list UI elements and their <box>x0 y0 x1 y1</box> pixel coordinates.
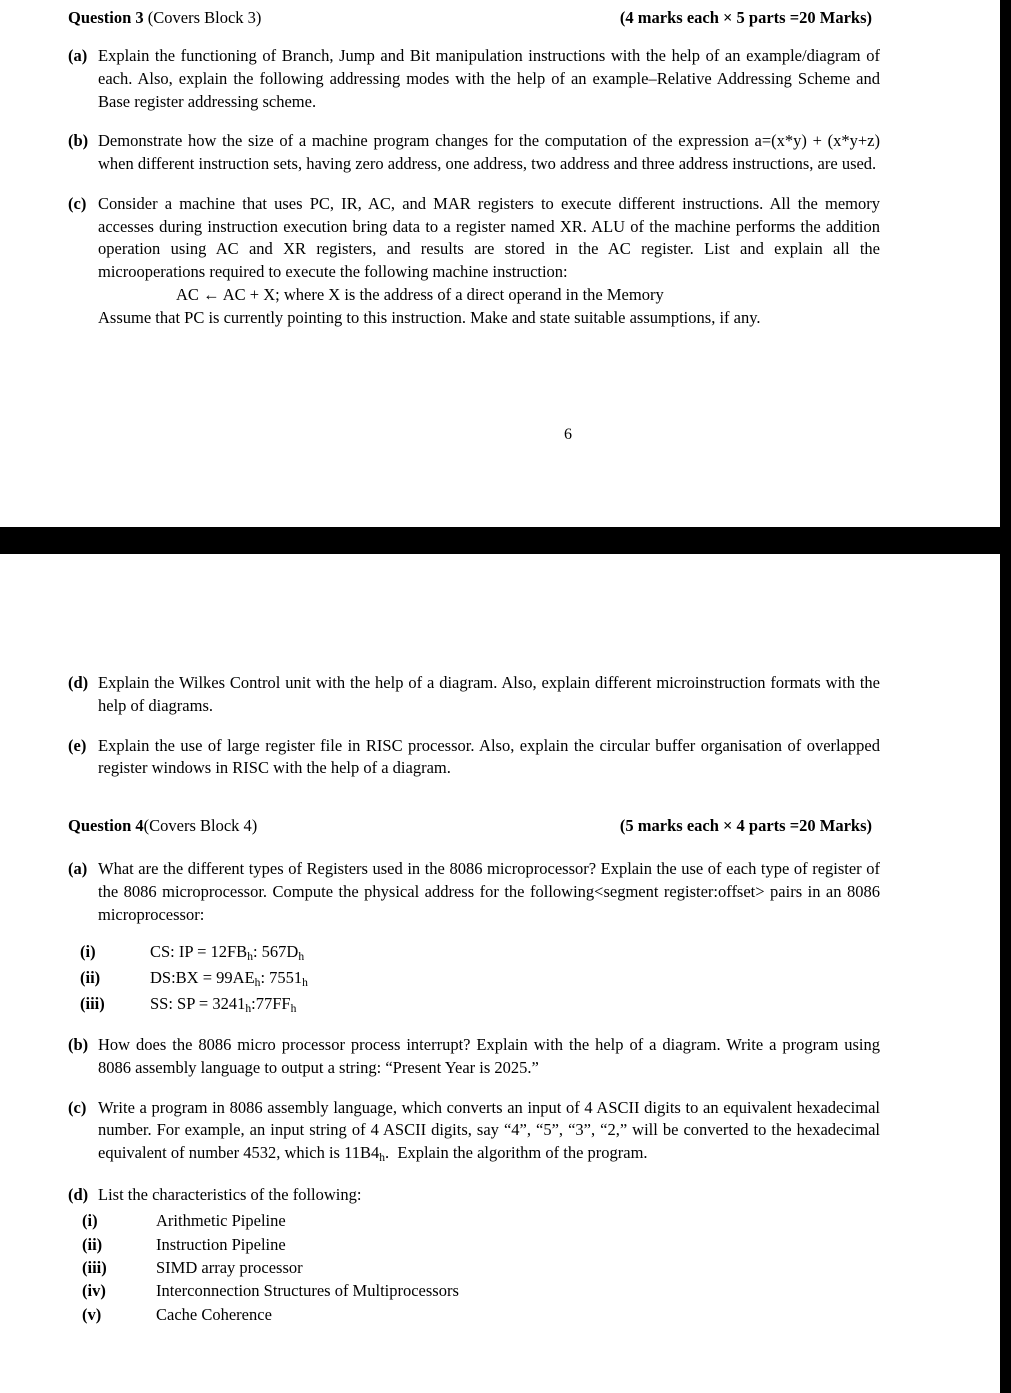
part-label: (c) <box>68 193 87 213</box>
question4-part-c <box>68 1097 880 1168</box>
question3-part-a <box>68 45 880 113</box>
part-label: (c) <box>68 1097 87 1117</box>
question3-title-normal: (Covers Block 3) <box>143 8 262 27</box>
question4-part-b <box>68 1034 880 1080</box>
part-label: (a) <box>68 46 88 65</box>
part-text: List the characteristics of the following: <box>98 1185 362 1205</box>
question3-marks: (4 marks each × 5 parts =20 Marks) <box>619 8 872 27</box>
list-item <box>68 966 880 992</box>
part-text: Explain the Wilkes Control unit with the help of a diagram. Also, explain different microinstruction formats with the help of diagrams. <box>98 673 880 715</box>
list-item-number: (iii) <box>80 993 105 1013</box>
part-label: (b) <box>68 131 89 151</box>
question3-title <box>68 8 261 28</box>
part-label: (d) <box>68 1185 89 1205</box>
list-item <box>68 1279 880 1302</box>
question4-part-d <box>68 1184 880 1207</box>
list-item-number: (iv) <box>82 1281 106 1301</box>
part-label: (d) <box>68 673 89 692</box>
list-item-text: CS: IP = $12FB_h$: $567D_h$ <box>150 942 305 964</box>
question3-part-c <box>68 193 880 330</box>
list-item-text: Interconnection Structures of Multiprocessors <box>156 1281 459 1301</box>
list-item <box>68 992 880 1018</box>
part-c-formula-line: AC ← AC + X; where X is the address of a direct operand in the Memory <box>176 284 664 304</box>
part-text: Explain the use of large register file in RISC processor. Also, explain the circular buffer organisation of overlapped register windows in RISC with the help of a diagram. <box>98 735 880 778</box>
question3-part-e <box>68 735 880 781</box>
question4-marks: (5 marks each × 4 parts =20 Marks) <box>619 816 872 836</box>
characteristics-list <box>68 1209 880 1326</box>
question3-title-bold: Question 3 <box>68 8 144 27</box>
list-item-number: (iii) <box>82 1258 107 1277</box>
question4-header <box>68 816 880 836</box>
question3-part-d <box>68 672 880 718</box>
list-item-text: DS:BX = $99AE_h$: $7551_h$ <box>150 967 308 990</box>
question4-title-bold: Question 4 <box>68 816 144 836</box>
question4-block <box>68 672 880 1326</box>
question4-title <box>68 816 257 836</box>
list-item-number: (ii) <box>82 1234 103 1254</box>
part-text: Write a program in 8086 assembly language, which converts an input of 4 ASCII digits to an equivalent hexadecimal number. For example, an input string of 4 ASCII digits, say “4”, “5”, “3”, “2,” will be converted to the hexadecimal equivalent of number 4532, which is $11B4_h$. Explain the algorithm of the program. <box>98 1097 880 1165</box>
question4-part-a <box>68 858 880 926</box>
page-number: 6 <box>564 426 572 443</box>
part-label: (e) <box>68 735 87 755</box>
scan-separator-band <box>0 527 1011 554</box>
part-text: How does the 8086 micro processor process interrupt? Explain with the help of a diagram. Write a program using 8086 assembly language to output a string: “Present Year is 2025.” <box>98 1035 880 1077</box>
list-item-text: SIMD array processor <box>156 1258 303 1277</box>
list-item <box>68 1256 880 1279</box>
question3-header <box>68 8 880 28</box>
part-label: (b) <box>68 1035 89 1055</box>
list-item <box>68 1209 880 1232</box>
scan-edge-right-bottom <box>1000 527 1011 1393</box>
part-text: What are the different types of Registers used in the 8086 microprocessor? Explain the use of each type of register of the 8086 microprocessor. Compute the physical address for the following<segment register:offset> pairs in an 8086 microprocessor: <box>98 859 880 924</box>
part-label: (a) <box>68 859 88 879</box>
list-item-number: (v) <box>82 1304 102 1324</box>
list-item <box>68 1233 880 1256</box>
question3-block <box>68 8 880 443</box>
list-item-text: SS: SP = $3241_h:77FF_h$ <box>150 993 297 1015</box>
part-text-group <box>98 193 880 330</box>
scan-edge-right-top <box>1000 0 1011 527</box>
list-item-number: (i) <box>80 942 96 962</box>
list-item-text: Arithmetic Pipeline <box>156 1211 286 1231</box>
list-item-text: Cache Coherence <box>156 1304 272 1324</box>
address-pairs-list <box>68 940 880 1017</box>
question3-part-b <box>68 130 880 176</box>
part-text: Demonstrate how the size of a machine program changes for the computation of the expression a=(x*y) + (x*y+z) when different instruction sets, having zero address, one address, two address and three address instructions, are used. <box>98 131 880 174</box>
list-item <box>68 940 880 966</box>
question4-title-normal: (Covers Block 4) <box>143 816 258 836</box>
part-text: Explain the functioning of Branch, Jump and Bit manipulation instructions with the help of an example/diagram of each. Also, explain the following addressing modes with the help of an example–Relative Addressing Scheme and Base register addressing scheme. <box>98 46 880 111</box>
part-c-assumption-line: Assume that PC is currently pointing to this instruction. Make and state suitable assumptions, if any. <box>98 307 761 327</box>
part-text: Consider a machine that uses PC, IR, AC, and MAR registers to execute different instructions. All the memory accesses during instruction execution bring data to a register named XR. ALU of the machine performs the addition operation using AC and XR registers, and results are stored in the AC register. List and explain all the microoperations required to execute the following machine instruction: <box>98 193 880 282</box>
list-item-number: (i) <box>82 1211 98 1231</box>
list-item <box>68 1303 880 1326</box>
list-item-number: (ii) <box>80 967 101 987</box>
list-item-text: Instruction Pipeline <box>156 1234 286 1254</box>
